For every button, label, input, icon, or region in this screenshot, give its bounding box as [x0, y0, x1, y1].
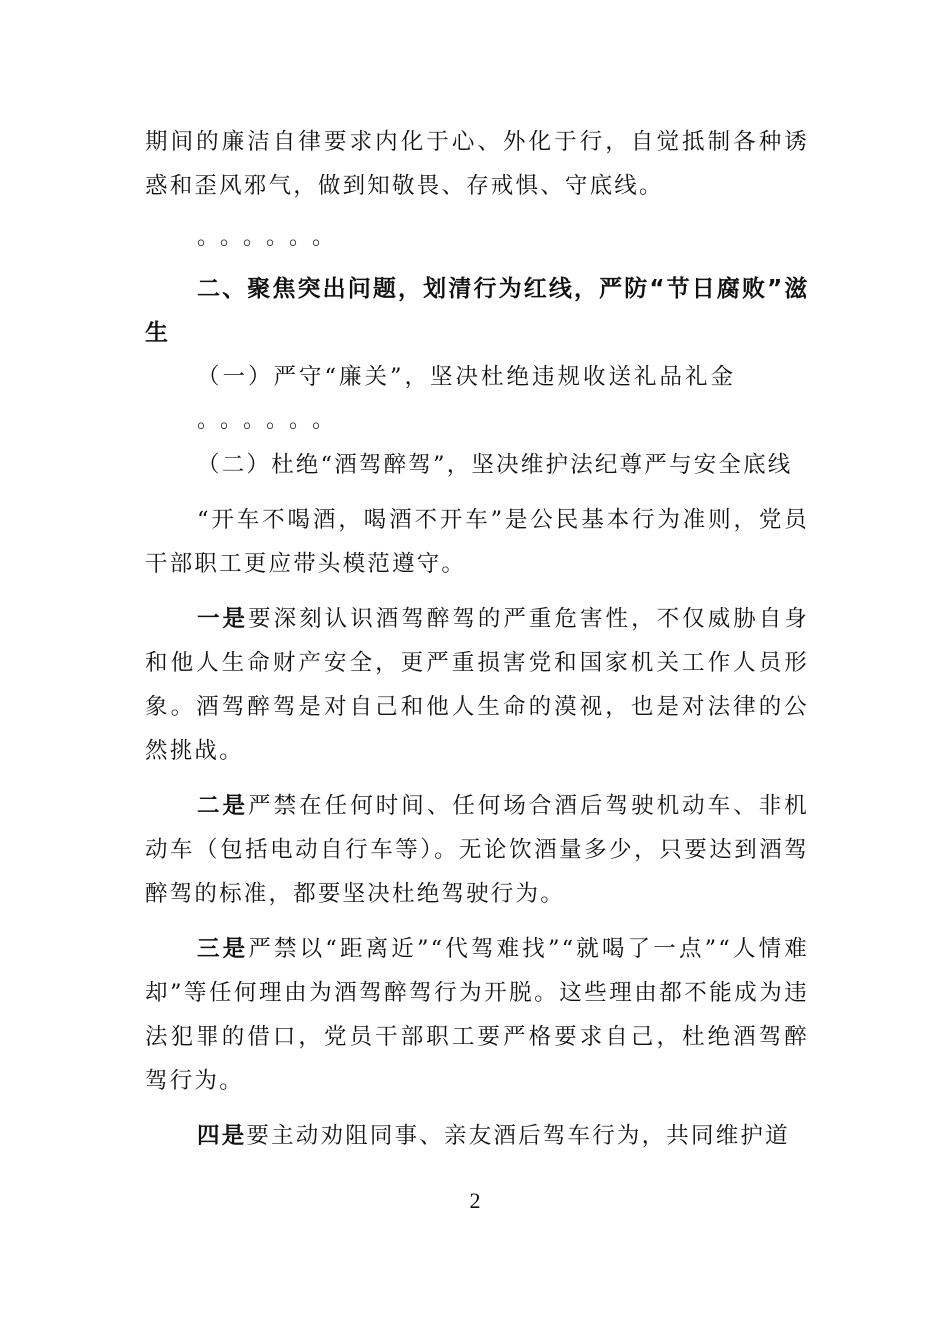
ellipsis-marker [145, 399, 809, 443]
subheading-drunk-driving: （二）杜绝“酒驾醉驾”，坚决维护法纪尊严与安全底线 [197, 452, 793, 478]
ellipsis-text: 。。。。。。 [197, 408, 347, 433]
point-text: 严禁在任何时间、任何场合酒后驾驶机动车、非机动车（包括电动自行车等）。无论饮酒量多少，只要达到酒驾醉驾的标准，都要坚决杜绝驾驶行为。 [145, 793, 809, 907]
point-paragraph [145, 597, 809, 773]
page-number: 2 [469, 1188, 481, 1213]
point-paragraph [145, 784, 809, 916]
point-lead: 四是 [197, 1123, 247, 1149]
intro-paragraph: 期间的廉洁自律要求内化于心、外化于行，自觉抵制各种诱惑和歪风邪气，做到知敬畏、存戒惧、守底线。 [145, 129, 809, 199]
principle-paragraph: “开车不喝酒，喝酒不开车”是公民基本行为准则，党员干部职工更应带头模范遵守。 [145, 507, 809, 577]
ellipsis-marker [145, 216, 809, 260]
point-lead: 三是 [197, 936, 249, 962]
section-heading: 二、聚焦突出问题，划清行为红线，严防“节日腐败”滋生 [145, 276, 809, 346]
point-text: 要主动劝阻同事、亲友酒后驾车行为，共同维护道 [246, 1123, 790, 1149]
point-lead: 一是 [197, 606, 249, 632]
point-paragraph [145, 927, 809, 1103]
point-text: 严禁以“距离近”“代驾难找”“就喝了一点”“人情难却”等任何理由为酒驾醉驾行为开脱。这些理由都不能成为违法犯罪的借口，党员干部职工要严格要求自己，杜绝酒驾醉驾行为。 [145, 936, 809, 1094]
document-body [145, 120, 809, 1158]
subheading-gifts: （一）严守“廉关”，坚决杜绝违规收送礼品礼金 [197, 364, 737, 390]
point-paragraph [145, 1114, 809, 1158]
ellipsis-text: 。。。。。。 [197, 225, 347, 250]
point-lead: 二是 [197, 793, 249, 819]
point-text: 要深刻认识酒驾醉驾的严重危害性，不仅威胁自身和他人生命财产安全，更严重损害党和国家机关工作人员形象。酒驾醉驾是对自己和他人生命的漠视，也是对法律的公然挑战。 [145, 606, 809, 764]
